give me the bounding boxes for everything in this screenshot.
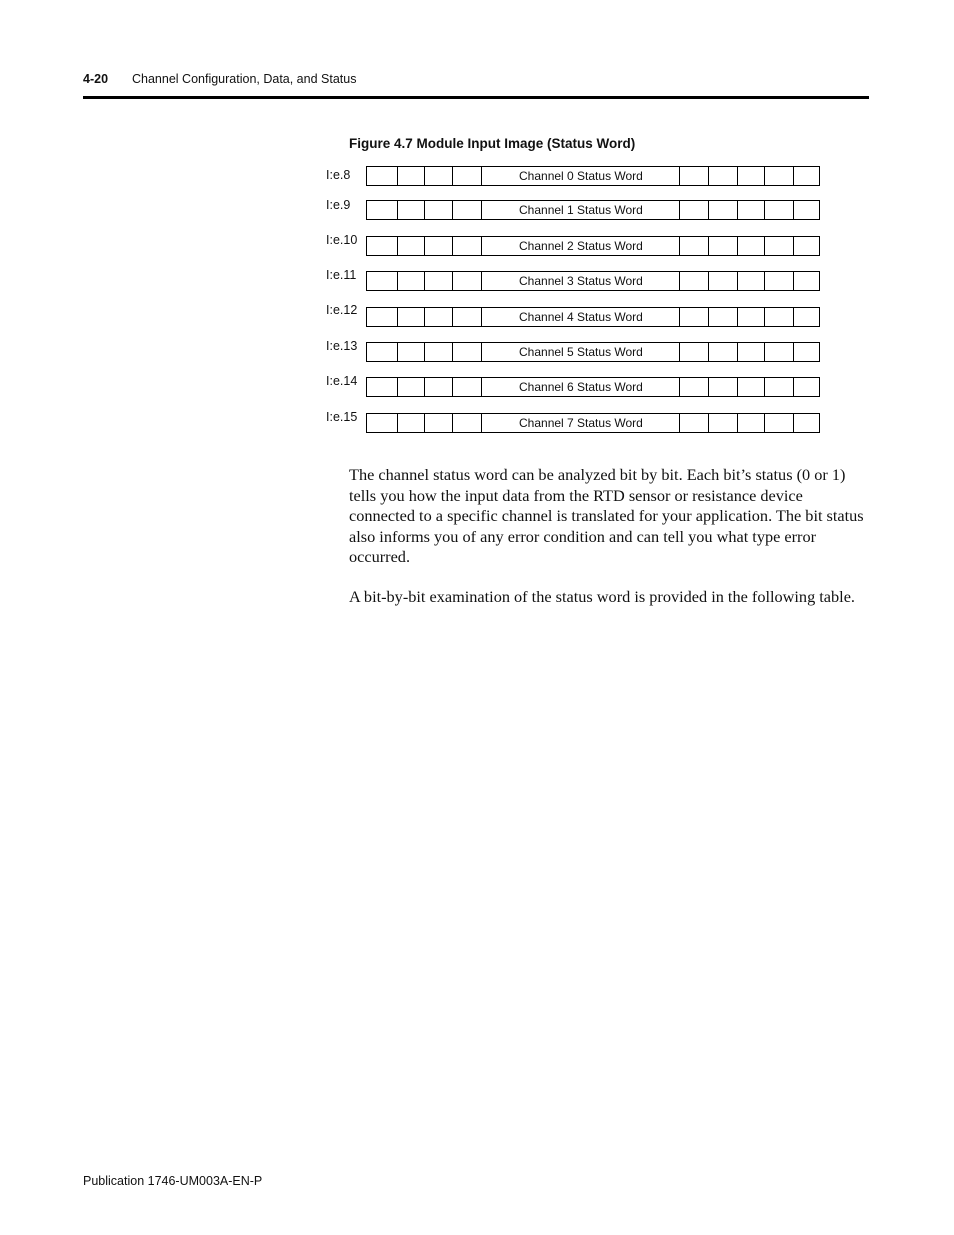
status-word-label: Channel 1 Status Word bbox=[519, 203, 643, 217]
bit-cell-divider bbox=[708, 308, 709, 326]
bit-cell-divider bbox=[764, 378, 765, 396]
bit-cell-divider bbox=[708, 378, 709, 396]
bit-cell-divider bbox=[708, 343, 709, 361]
bit-cell-divider bbox=[679, 201, 680, 219]
status-word-row bbox=[326, 375, 826, 399]
bit-cell-divider bbox=[737, 237, 738, 255]
status-word-box bbox=[366, 236, 820, 256]
bit-cell-divider bbox=[737, 272, 738, 290]
bit-cell-divider bbox=[481, 414, 482, 432]
bit-cell-divider bbox=[793, 272, 794, 290]
bit-cell-divider bbox=[452, 272, 453, 290]
bit-cell-divider bbox=[793, 167, 794, 185]
row-address-label: I:e.14 bbox=[326, 374, 358, 388]
bit-cell-divider bbox=[424, 201, 425, 219]
bit-cell-divider bbox=[737, 201, 738, 219]
bit-cell-divider bbox=[424, 378, 425, 396]
row-address-label: I:e.13 bbox=[326, 339, 358, 353]
bit-cell-divider bbox=[764, 237, 765, 255]
bit-cell-divider bbox=[737, 308, 738, 326]
status-word-row bbox=[326, 234, 826, 258]
row-address-label: I:e.11 bbox=[326, 268, 357, 282]
bit-cell-divider bbox=[679, 237, 680, 255]
status-word-label: Channel 4 Status Word bbox=[519, 310, 643, 324]
bit-cell-divider bbox=[481, 167, 482, 185]
page-number: 4-20 bbox=[83, 72, 109, 86]
row-address-label: I:e.8 bbox=[326, 168, 351, 182]
status-word-label: Channel 5 Status Word bbox=[519, 345, 643, 359]
bit-cell-divider bbox=[424, 343, 425, 361]
bit-cell-divider bbox=[764, 167, 765, 185]
bit-cell-divider bbox=[452, 201, 453, 219]
bit-cell-divider bbox=[397, 308, 398, 326]
bit-cell-divider bbox=[481, 378, 482, 396]
bit-cell-divider bbox=[452, 167, 453, 185]
bit-cell-divider bbox=[397, 378, 398, 396]
bit-cell-divider bbox=[764, 308, 765, 326]
row-address-label: I:e.10 bbox=[326, 233, 358, 247]
bit-cell-divider bbox=[764, 201, 765, 219]
bit-cell-divider bbox=[481, 237, 482, 255]
bit-cell-divider bbox=[424, 237, 425, 255]
bit-cell-divider bbox=[708, 272, 709, 290]
status-word-box bbox=[366, 342, 820, 362]
bit-cell-divider bbox=[793, 378, 794, 396]
bit-cell-divider bbox=[708, 167, 709, 185]
status-word-row bbox=[326, 411, 826, 435]
header-rule bbox=[83, 96, 869, 99]
row-address-label: I:e.12 bbox=[326, 303, 358, 317]
bit-cell-divider bbox=[452, 308, 453, 326]
bit-cell-divider bbox=[793, 201, 794, 219]
status-word-box bbox=[366, 271, 820, 291]
bit-cell-divider bbox=[481, 272, 482, 290]
status-word-label: Channel 2 Status Word bbox=[519, 239, 643, 253]
status-word-row bbox=[326, 340, 826, 364]
paragraph-bit-examination: A bit-by-bit examination of the status word is provided in the following table. bbox=[349, 587, 855, 606]
bit-cell-divider bbox=[424, 308, 425, 326]
status-word-label: Channel 7 Status Word bbox=[519, 416, 643, 430]
bit-cell-divider bbox=[737, 378, 738, 396]
bit-cell-divider bbox=[397, 237, 398, 255]
bit-cell-divider bbox=[793, 414, 794, 432]
status-word-label: Channel 3 Status Word bbox=[519, 274, 643, 288]
bit-cell-divider bbox=[397, 343, 398, 361]
bit-cell-divider bbox=[708, 201, 709, 219]
bit-cell-divider bbox=[679, 272, 680, 290]
status-word-box bbox=[366, 200, 820, 220]
status-word-row bbox=[326, 198, 826, 222]
bit-cell-divider bbox=[737, 414, 738, 432]
bit-cell-divider bbox=[764, 414, 765, 432]
status-word-label: Channel 6 Status Word bbox=[519, 380, 643, 394]
bit-cell-divider bbox=[452, 343, 453, 361]
status-word-row bbox=[326, 269, 826, 293]
bit-cell-divider bbox=[708, 237, 709, 255]
bit-cell-divider bbox=[481, 201, 482, 219]
bit-cell-divider bbox=[452, 414, 453, 432]
paragraph-status-word-analysis: The channel status word can be analyzed bit by bit. Each bit’s status (0 or 1) tells you how the input data from the RTD sensor or resistance device connected to a specific channel is translated for your application. The bit status also informs you of any error condition and can tell you what type error occurred. bbox=[349, 465, 864, 566]
publication-footer: Publication 1746-UM003A-EN-P bbox=[83, 1174, 263, 1188]
bit-cell-divider bbox=[737, 343, 738, 361]
bit-cell-divider bbox=[764, 343, 765, 361]
bit-cell-divider bbox=[793, 308, 794, 326]
bit-cell-divider bbox=[424, 414, 425, 432]
bit-cell-divider bbox=[764, 272, 765, 290]
section-title: Channel Configuration, Data, and Status bbox=[132, 72, 357, 86]
status-word-label: Channel 0 Status Word bbox=[519, 169, 643, 183]
bit-cell-divider bbox=[424, 167, 425, 185]
bit-cell-divider bbox=[424, 272, 425, 290]
bit-cell-divider bbox=[679, 343, 680, 361]
status-word-box bbox=[366, 377, 820, 397]
bit-cell-divider bbox=[679, 414, 680, 432]
bit-cell-divider bbox=[793, 237, 794, 255]
bit-cell-divider bbox=[679, 308, 680, 326]
bit-cell-divider bbox=[481, 343, 482, 361]
bit-cell-divider bbox=[452, 378, 453, 396]
status-word-box bbox=[366, 307, 820, 327]
bit-cell-divider bbox=[793, 343, 794, 361]
status-word-box bbox=[366, 166, 820, 186]
bit-cell-divider bbox=[679, 167, 680, 185]
status-word-row bbox=[326, 305, 826, 329]
bit-cell-divider bbox=[397, 201, 398, 219]
bit-cell-divider bbox=[397, 167, 398, 185]
figure-caption: Figure 4.7 Module Input Image (Status Word) bbox=[349, 136, 636, 151]
bit-cell-divider bbox=[397, 272, 398, 290]
bit-cell-divider bbox=[679, 378, 680, 396]
row-address-label: I:e.15 bbox=[326, 410, 358, 424]
bit-cell-divider bbox=[737, 167, 738, 185]
row-address-label: I:e.9 bbox=[326, 198, 351, 212]
bit-cell-divider bbox=[452, 237, 453, 255]
bit-cell-divider bbox=[708, 414, 709, 432]
bit-cell-divider bbox=[481, 308, 482, 326]
bit-cell-divider bbox=[397, 414, 398, 432]
status-word-box bbox=[366, 413, 820, 433]
status-word-row bbox=[326, 164, 826, 188]
